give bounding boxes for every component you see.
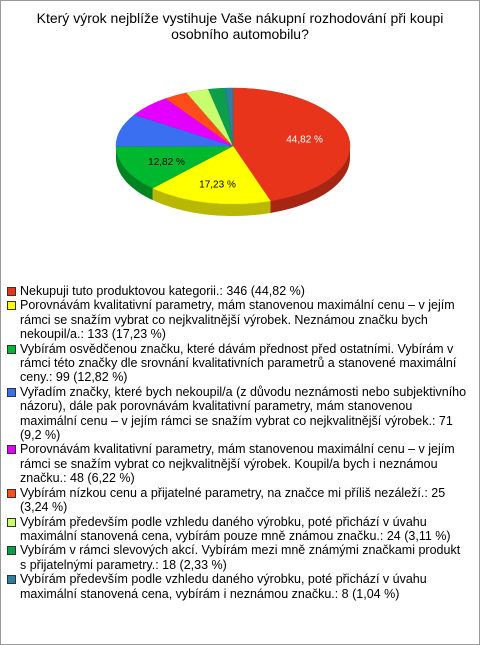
legend-item: [7, 572, 469, 601]
legend-item: [7, 442, 469, 485]
chart-title: Který výrok nejblíže vystihuje Vaše nákupní rozhodování při koupi osobního automobilu?: [36, 10, 444, 42]
legend-item: [7, 298, 469, 341]
legend-item: [7, 515, 469, 544]
legend-swatch: [7, 575, 16, 584]
legend-label: Vybírám osvědčenou značku, které dávám přednost před ostatními. Vybírám v rámci této značky dle srovnání kvalitativních parametrů a stanovené maximální ceny.: 99 (12,82 %): [20, 341, 457, 385]
legend-label: Nekupuji tuto produktovou kategorii.: 346 (44,82 %): [20, 284, 305, 298]
slice-data-label-0: 44,82 %: [286, 134, 323, 146]
legend-swatch: [7, 489, 16, 498]
legend-label: Vybírám v rámci slevových akcí. Vybírám mezi mně známými značkami produkt s přijatelnými parametry.: 18 (2,33 %): [20, 543, 461, 572]
legend-label: Porovnávám kvalitativní parametry, mám stanovenou maximální cenu – v jejím rámci se snažím vybrat co nejkvalitnější výrobek. Neznámou značku bych nekoupil/a.: 133 (17,23 %): [20, 298, 455, 342]
legend-label: Vybírám především podle vzhledu daného výrobku, poté přichází v úvahu maximální stanovená cena, vybírám pouze mně známou značku.: 24 (3,11 %): [20, 514, 451, 543]
legend-swatch: [7, 445, 16, 454]
legend-swatch: [7, 345, 16, 354]
legend-item: [7, 486, 469, 515]
legend-label: Porovnávám kvalitativní parametry, mám stanovenou maximální cenu – v jejím rámci se snažím vybrat co nejkvalitnější výrobek. Koupil/a bych i neznámou značku.: 48 (6,22 %): [20, 442, 455, 486]
slice-data-label-2: 12,82 %: [148, 156, 185, 168]
legend: [7, 284, 469, 601]
legend-swatch: [7, 301, 16, 310]
legend-item: [7, 385, 469, 443]
legend-item: [7, 342, 469, 385]
slice-data-label-1: 17,23 %: [199, 179, 236, 191]
legend-label: Vybírám především podle vzhledu daného výrobku, poté přichází v úvahu maximální stanovená cena, vybírám i neznámou značku.: 8 (1,04 %): [20, 572, 427, 601]
legend-swatch: [7, 546, 16, 555]
legend-swatch: [7, 518, 16, 527]
legend-swatch: [7, 287, 16, 296]
legend-item: [7, 284, 469, 298]
pie-chart: [1, 1, 479, 281]
legend-label: Vybírám nízkou cenu a přijatelné parametry, na značce mi příliš nezáleží.: 25 (3,24 %): [20, 485, 446, 515]
legend-item: [7, 543, 469, 572]
legend-label: Vyřadím značky, které bych nekoupil/a (z důvodu neznámosti nebo subjektivního názoru), dále pak porovnávám kvalitativní parametry, mám stanovenou maximální cenu – v jejím rámci se snažím vybrat co nejkvalitnější výrobek.: 71 (9,2 %): [20, 384, 467, 443]
legend-swatch: [7, 388, 16, 397]
